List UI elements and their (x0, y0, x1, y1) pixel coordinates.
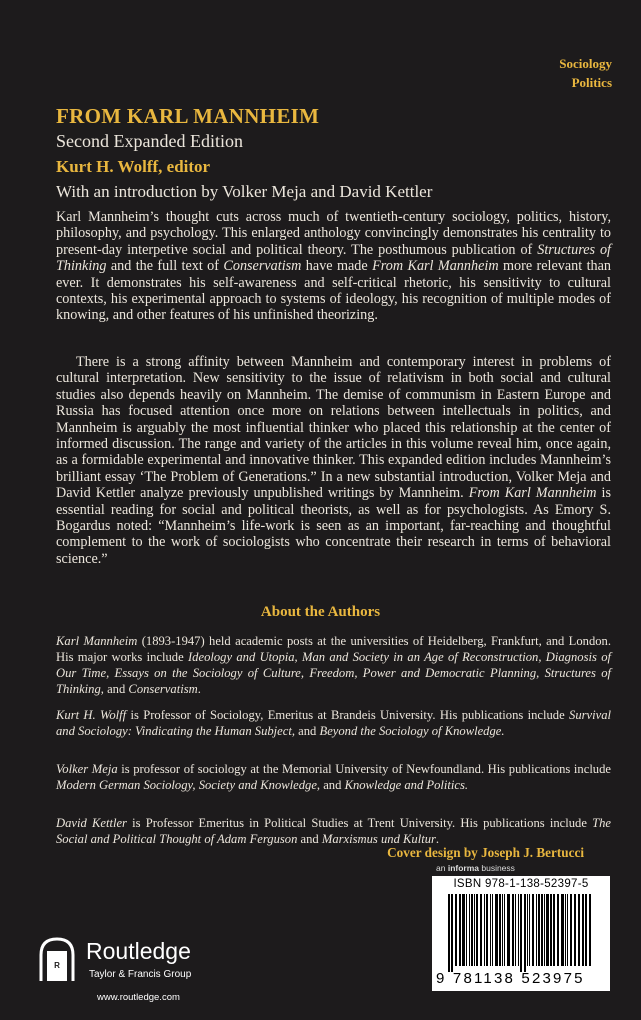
barcode-bar (451, 894, 453, 972)
barcode-bar (585, 894, 587, 966)
barcode-bar (538, 894, 540, 966)
barcode-bar (490, 894, 491, 966)
publisher-url: www.routledge.com (97, 992, 180, 1003)
barcode-bar (515, 894, 516, 966)
barcode-bar (527, 894, 528, 966)
barcode-icon (446, 894, 596, 972)
publisher-group: Taylor & Francis Group (89, 969, 192, 980)
barcode-bar (492, 894, 493, 966)
barcode-bar (495, 894, 498, 966)
svg-text:R: R (54, 961, 60, 970)
barcode-bar (484, 894, 485, 966)
barcode-bar (553, 894, 555, 966)
category-politics: Politics (571, 75, 612, 90)
barcode-bar (518, 894, 519, 966)
about-authors-heading: About the Authors (260, 604, 381, 620)
barcode-bar (520, 894, 522, 972)
barcode-bar (480, 894, 482, 966)
barcode-bar (546, 894, 549, 966)
barcode-digits: 9 781138 523975 (436, 970, 585, 987)
barcode-bar (561, 894, 564, 966)
bio-david-kettler: David Kettler is Professor Emeritus in Political Studies at Trent University. His publications include The Social and Political Thought of Adam Ferguson and Marxismus und Kultur. (56, 816, 611, 846)
barcode-bar (474, 894, 475, 966)
barcode-bar (529, 894, 530, 966)
introduction-credit: With an introduction by Volker Meja and David Kettler (56, 182, 433, 201)
book-title: FROM KARL MANNHEIM (56, 104, 320, 128)
cover-design-credit: Cover design by Joseph J. Bertucci (387, 845, 584, 860)
barcode-bar (536, 894, 537, 966)
barcode-bar (532, 894, 534, 966)
isbn-label: ISBN 978-1-138-52397-5 (453, 878, 589, 890)
barcode-bar (462, 894, 465, 966)
barcode-bar (550, 894, 552, 966)
barcode-bar (476, 894, 478, 966)
barcode-bar (502, 894, 503, 966)
barcode-bar (544, 894, 545, 966)
isbn-barcode (432, 876, 610, 991)
bio-kurt-wolff: Kurt H. Wolff is Professor of Sociology, Emeritus at Brandeis University. His publications include Survival and Sociology: Vindicating the Human Subject, and Beyond the Sociology of Knowledge. (56, 708, 612, 738)
barcode-bar (557, 894, 559, 966)
barcode-bar (486, 894, 488, 966)
barcode-bar (504, 894, 505, 966)
barcode-bar (570, 894, 572, 966)
edition-label: Second Expanded Edition (56, 131, 243, 151)
routledge-logo-icon (37, 937, 77, 983)
barcode-bar (574, 894, 576, 966)
informa-tagline: an informa business (436, 863, 515, 873)
bio-karl-mannheim: Karl Mannheim (1893-1947) held academic posts at the universities of Heidelberg, Frankfurt, and London. His major works include Ideology and Utopia, Man and Society in an Age of Reconstruction, Diagnosis of Our Time, Essays on the Sociology of Culture, Freedom, Power and Democratic Planning, Structures of Thinking, and Conservatism. (56, 634, 611, 696)
barcode-bar (541, 894, 543, 966)
bio-volker-meja: Volker Meja is professor of sociology at the Memorial University of Newfoundland. His publications include Modern German Sociology, Society and Knowledge, and Knowledge and Politics. (56, 762, 611, 792)
barcode-bar (459, 894, 461, 966)
barcode-bar (471, 894, 473, 966)
barcode-bar (455, 894, 457, 966)
barcode-bar (469, 894, 470, 966)
barcode-bar (466, 894, 467, 966)
barcode-bar (524, 894, 526, 972)
barcode-bar (565, 894, 566, 966)
description-paragraph-1 (56, 209, 611, 324)
barcode-bar (567, 894, 568, 966)
barcode-bar (578, 894, 580, 966)
barcode-bar (512, 894, 514, 966)
description-text: There is a strong affinity between Mannheim and contemporary interest in problems of cultural interpretation. New sensitivity to the issue of relativism in both social and cultural studies also depends heavily on Mannheim. The demise of communism in Eastern Europe and Russia has focused attention once more on relations between intellectuals in politics, and Mannheim is arguably the most influential thinker who placed this relationship at the center of informed discussion. The range and variety of the articles in this volume reveal him, once again, as a formidable experimental and innovative thinker. This expanded edition includes Mannheim’s brilliant essay ‘The Problem of Generations.” In a new substantial introduction, Volker Meja and David Kettler analyze previously unpublished writings by Mannheim. From Karl Mannheim is essential reading for social and political theorists, as well as for psychologists. As Emory S. Bogardus noted: “Mannheim’s life-work is seen as an important, far-reaching and thoughtful complement to the work of sociologists who concentrate their research in terms of behavioral science.” (56, 354, 612, 567)
barcode-bar (499, 894, 501, 966)
barcode-bar (589, 894, 591, 966)
editor-credit: Kurt H. Wolff, editor (56, 157, 211, 176)
description-text: Karl Mannheim’s thought cuts across much of twentieth-century sociology, politics, history, philosophy, and psychology. This enlarged anthology convincingly demonstrates his centrality to present-day interpetive social and political theory. The posthumous publication of Structures of Thinking and the full text of Conservatism have made From Karl Mannheim more relevant than ever. It demonstrates his self-awareness and self-critical rhetoric, his sensitivity to cultural contexts, his experimental approach to systems of ideology, his recognition of multiple modes of knowing, and other features of his unfinished theorizing. (56, 209, 612, 324)
publisher-name: Routledge (86, 938, 191, 964)
barcode-bar (582, 894, 584, 966)
subject-categories (559, 54, 612, 92)
barcode-bar (507, 894, 510, 966)
category-sociology: Sociology (559, 56, 612, 71)
barcode-bar (448, 894, 450, 972)
description-paragraph-2 (56, 354, 611, 567)
informa-brand: informa (447, 863, 479, 873)
